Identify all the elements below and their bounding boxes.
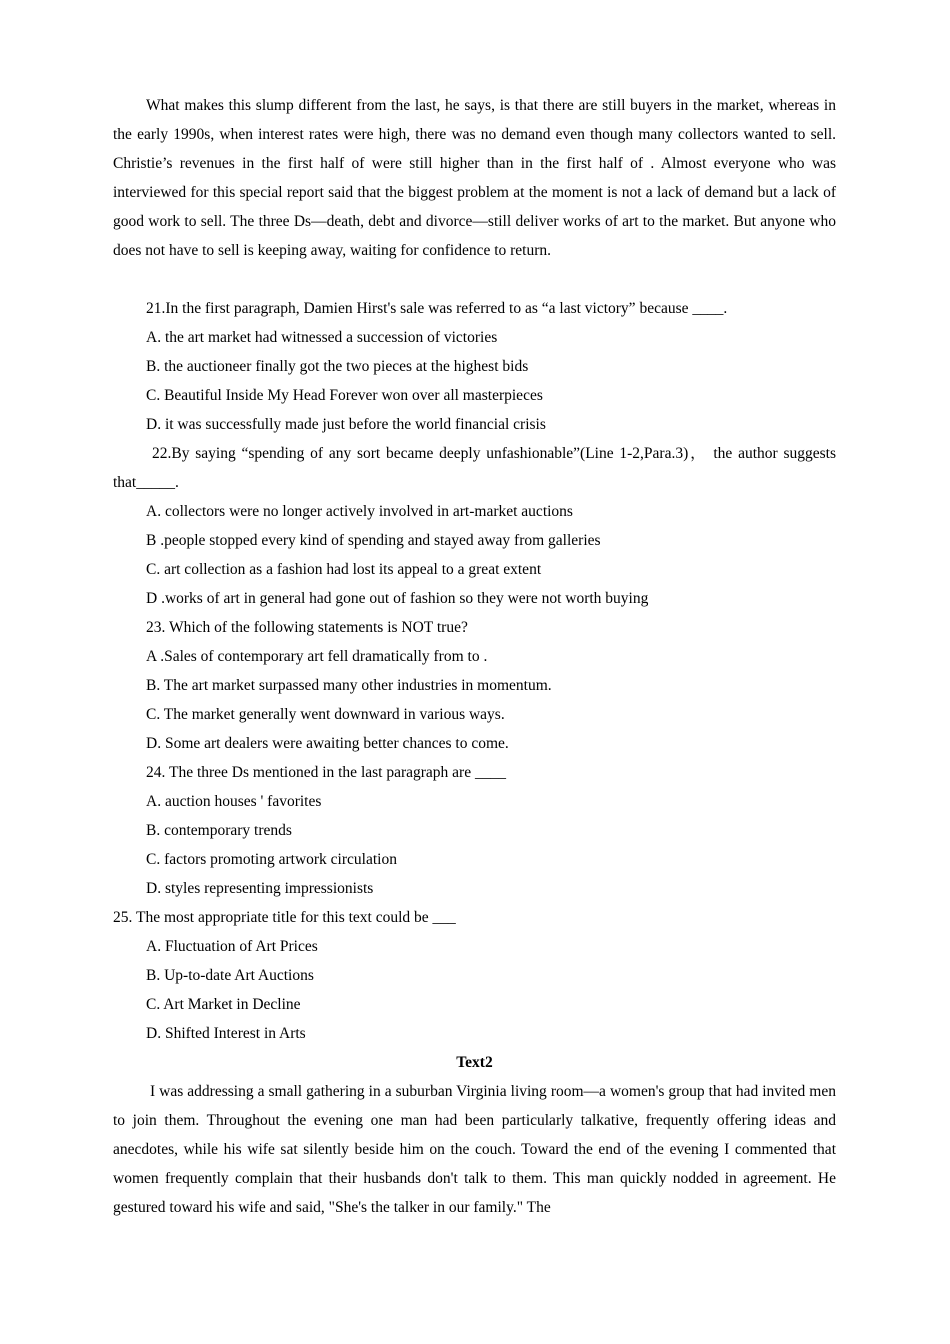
question-23	[113, 613, 836, 758]
answer-option: C. Art Market in Decline	[146, 996, 301, 1013]
question-25	[113, 903, 836, 1048]
answer-option: D. styles representing impressionists	[146, 880, 374, 897]
answer-option: B. The art market surpassed many other industries in momentum.	[146, 677, 552, 694]
answer-option: A. the art market had witnessed a succession of victories	[146, 329, 498, 346]
question-stem: 21.In the first paragraph, Damien Hirst's sale was referred to as “a last victory” because ____.	[146, 300, 728, 317]
question-21	[113, 294, 836, 439]
answer-option: A. collectors were no longer actively involved in art-market auctions	[146, 503, 573, 520]
paragraph-gap	[113, 265, 836, 294]
answer-option: C. art collection as a fashion had lost its appeal to a great extent	[146, 561, 542, 578]
answer-option: A. Fluctuation of Art Prices	[146, 938, 318, 955]
answer-option: C. factors promoting artwork circulation	[146, 851, 397, 868]
question-24	[113, 758, 836, 903]
question-stem: 22.By saying “spending of any sort became deeply unfashionable”(Line 1-2,Para.3)， the author suggests that_____.	[113, 445, 836, 491]
question-stem: 24. The three Ds mentioned in the last paragraph are ____	[146, 764, 506, 781]
answer-option: D .works of art in general had gone out of fashion so they were not worth buying	[146, 590, 649, 607]
answer-option: B. the auctioneer finally got the two pieces at the highest bids	[146, 358, 529, 375]
answer-option: D. Shifted Interest in Arts	[146, 1025, 306, 1042]
question-stem: 25. The most appropriate title for this text could be ___	[113, 909, 456, 926]
answer-option: C. Beautiful Inside My Head Forever won over all masterpieces	[146, 387, 543, 404]
question-22	[113, 439, 836, 613]
document-page	[113, 91, 836, 1222]
answer-option: B. contemporary trends	[146, 822, 292, 839]
answer-option: B .people stopped every kind of spending and stayed away from galleries	[146, 532, 601, 549]
text2-paragraph: I was addressing a small gathering in a suburban Virginia living room—a women's group that had invited men to join them. Throughout the evening one man had been particularly talkative, frequently offering ideas and anecdotes, while his wife sat silently beside him on the couch. Toward the end of the evening I commented that women frequently complain that their husbands don't talk to them. This man quickly nodded in agreement. He gestured toward his wife and said, "She's the talker in our family." The	[113, 1083, 836, 1216]
question-stem: 23. Which of the following statements is NOT true?	[146, 619, 468, 636]
text1-closing-paragraph: What makes this slump different from the last, he says, is that there are still buyers in the market, whereas in the early 1990s, when interest rates were high, there was no demand even though many collectors wanted to sell. Christie’s revenues in the first half of were still higher than in the first half of . Almost everyone who was interviewed for this special report said that the biggest problem at the moment is not a lack of demand but a lack of good work to sell. The three Ds—death, debt and divorce—still deliver works of art to the market. But anyone who does not have to sell is keeping away, waiting for confidence to return.	[113, 97, 836, 259]
answer-option: A. auction houses ' favorites	[146, 793, 322, 810]
answer-option: C. The market generally went downward in various ways.	[146, 706, 505, 723]
answer-option: D. it was successfully made just before the world financial crisis	[146, 416, 546, 433]
answer-option: B. Up-to-date Art Auctions	[146, 967, 314, 984]
section-heading: Text2	[456, 1054, 493, 1071]
answer-option: A .Sales of contemporary art fell dramatically from to .	[146, 648, 488, 665]
answer-option: D. Some art dealers were awaiting better chances to come.	[146, 735, 509, 752]
